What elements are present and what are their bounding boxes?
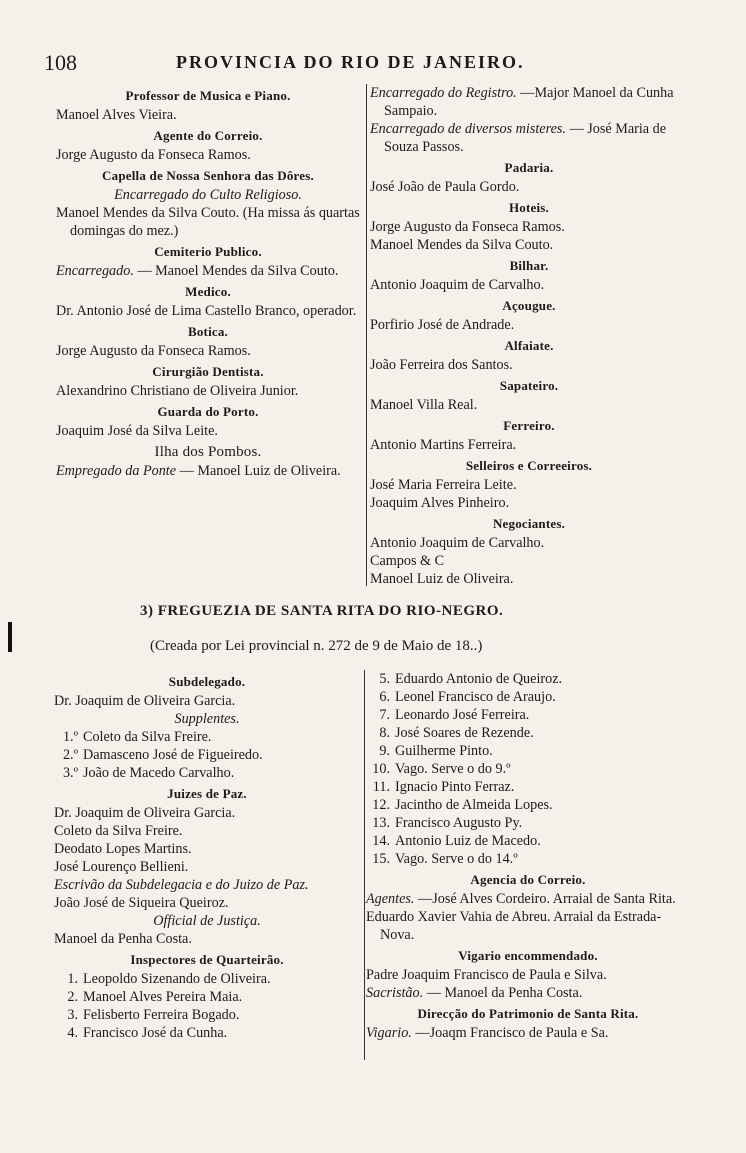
entry-role: Encarregado. — [56, 263, 134, 279]
entry-heading: Sapateiro. — [499, 378, 559, 393]
entry-heading: Açougue. — [502, 298, 556, 313]
numbered-entry — [366, 832, 690, 850]
entry-line: Manoel da Penha Costa. — [54, 931, 192, 947]
entry-heading: Botica. — [187, 324, 229, 339]
entry-heading: Professor de Musica e Piano. — [125, 88, 291, 103]
entry-text: Leopoldo Sizenando de Oliveira. — [83, 971, 271, 987]
entry-text: Eduardo Antonio de Queiroz. — [395, 671, 563, 687]
numbered-entry — [54, 988, 360, 1006]
numbered-entry — [366, 742, 690, 760]
entry-number: 15. — [372, 851, 390, 867]
numbered-entry — [366, 814, 690, 832]
entry-line — [366, 984, 690, 1002]
entry-line: Antonio Martins Ferreira. — [370, 437, 517, 453]
entry-heading: Cemiterio Publico. — [154, 244, 262, 259]
entry-number: 11. — [372, 779, 390, 795]
entry-line: Joaquim José da Silva Leite. — [56, 423, 218, 439]
entry-text: Leonardo José Ferreira. — [395, 707, 530, 723]
entry-heading: Medico. — [185, 284, 231, 299]
entry-number: 4. — [67, 1025, 78, 1041]
entry-heading: Vigario encommendado. — [458, 948, 598, 963]
entry-number: 3. — [67, 1007, 78, 1023]
numbered-entry — [54, 764, 360, 782]
column-left-top — [56, 84, 360, 480]
entry-line: Manoel Alves Vieira. — [56, 107, 177, 123]
entry-line: Porfirio José de Andrade. — [370, 317, 515, 333]
entry-line: Eduardo Xavier Vahia de Abreu. Arraial da Estrada-Nova. — [366, 909, 662, 943]
entry-text: Damasceno José de Figueiredo. — [83, 747, 263, 763]
column-divider-bottom — [364, 670, 365, 1060]
entry-heading: Ferreiro. — [503, 418, 555, 433]
entry-number: 14. — [372, 833, 390, 849]
entry-heading: Ilha dos Pombos. — [154, 444, 262, 460]
entry-heading: Negociantes. — [492, 516, 566, 531]
entry-line — [370, 84, 688, 120]
entry-text: —Major Manoel da Cunha Sampaio. — [384, 85, 674, 119]
entry-line: Joaquim Alves Pinheiro. — [370, 495, 510, 511]
entry-heading: Agencia do Correio. — [470, 872, 586, 887]
entry-line: Manoel Mendes da Silva Couto. — [370, 237, 554, 253]
entry-heading: Subdelegado. — [168, 674, 246, 689]
column-right-bottom — [366, 670, 690, 1042]
entry-line: Coleto da Silva Freire. — [54, 823, 183, 839]
entry-heading: Guarda do Porto. — [157, 404, 259, 419]
numbered-entry — [366, 706, 690, 724]
entry-line: Jorge Augusto da Fonseca Ramos. — [56, 343, 251, 359]
entry-text: —José Alves Cordeiro. Arraial de Santa Rita. — [418, 891, 676, 907]
entry-line: Alexandrino Christiano de Oliveira Junior. — [56, 383, 299, 399]
entry-heading: Direcção do Patrimonio de Santa Rita. — [417, 1006, 639, 1021]
entry-number: 8. — [379, 725, 390, 741]
entry-text: — Manoel da Penha Costa. — [426, 985, 583, 1001]
entry-text: Ignacio Pinto Ferraz. — [395, 779, 515, 795]
entry-heading: Selleiros e Correeiros. — [465, 458, 593, 473]
entry-text: Leonel Francisco de Araujo. — [395, 689, 556, 705]
numbered-entry — [54, 970, 360, 988]
entry-line: Dr. Joaquim de Oliveira Garcia. — [54, 693, 236, 709]
entry-line — [366, 1024, 690, 1042]
entry-line — [56, 262, 360, 280]
entry-text: Jacintho de Almeida Lopes. — [395, 797, 553, 813]
entry-text: — Manoel Mendes da Silva Couto. — [137, 263, 339, 279]
entry-text: — Manoel Luiz de Oliveira. — [179, 463, 341, 479]
entry-text: Manoel Alves Pereira Maia. — [83, 989, 243, 1005]
entry-heading: Capella de Nossa Senhora das Dôres. — [102, 168, 314, 183]
entry-line: Jorge Augusto da Fonseca Ramos. — [56, 147, 251, 163]
page-number: 108 — [44, 50, 77, 75]
entry-role: Encarregado do Registro. — [370, 85, 517, 101]
section-title: 3) FREGUEZIA DE SANTA RITA DO RIO-NEGRO. — [140, 603, 504, 619]
entry-text: Coleto da Silva Freire. — [83, 729, 212, 745]
entry-number: 10. — [372, 761, 390, 777]
entry-line: Manoel Mendes da Silva Couto. (Ha missa ás quartas domingas do mez.) — [56, 205, 360, 239]
entry-number: 6. — [379, 689, 390, 705]
entry-line: José Lourenço Bellieni. — [54, 859, 189, 875]
numbered-entry — [54, 1006, 360, 1024]
entry-role: Empregado da Ponte — [56, 463, 177, 479]
entry-line: José Maria Ferreira Leite. — [370, 477, 517, 493]
entry-number: 7. — [379, 707, 390, 723]
numbered-entry — [366, 670, 690, 688]
numbered-entry — [366, 688, 690, 706]
entry-role: Sacristão. — [366, 985, 424, 1001]
entry-line: Manoel Villa Real. — [370, 397, 478, 413]
entry-heading: Bilhar. — [509, 258, 549, 273]
entry-number: 1.º — [62, 729, 78, 745]
entry-text: Vago. Serve o do 14.º — [395, 851, 518, 867]
entry-number: 1. — [67, 971, 78, 987]
entry-line: Manoel Luiz de Oliveira. — [370, 571, 514, 587]
entry-subheading: Encarregado do Culto Religioso. — [114, 187, 302, 203]
numbered-entry — [366, 724, 690, 742]
entry-line — [56, 462, 360, 480]
entry-line: Dr. Antonio José de Lima Castello Branco, operador. — [56, 303, 357, 319]
section-subtitle: (Creada por Lei provincial n. 272 de 9 de Maio de 18..) — [150, 638, 483, 654]
numbered-entry — [366, 760, 690, 778]
entry-text: Francisco Augusto Py. — [395, 815, 523, 831]
numbered-entry — [54, 746, 360, 764]
entry-line: Padre Joaquim Francisco de Paula e Silva. — [366, 967, 607, 983]
entry-text: Francisco José da Cunha. — [83, 1025, 228, 1041]
entry-heading: Inspectores de Quarteirão. — [130, 952, 284, 967]
numbered-entry — [54, 1024, 360, 1042]
entry-line — [370, 120, 688, 156]
numbered-entry — [366, 850, 690, 868]
entry-text: Antonio Luiz de Macedo. — [395, 833, 541, 849]
entry-number: 13. — [372, 815, 390, 831]
entry-line: Campos & C — [370, 553, 445, 569]
entry-role: Encarregado de diversos misteres. — [370, 121, 566, 137]
entry-text: —Joaqm Francisco de Paula e Sa. — [415, 1025, 609, 1041]
numbered-entry — [366, 778, 690, 796]
entry-number: 5. — [379, 671, 390, 687]
entry-line — [366, 890, 690, 908]
entry-number: 2. — [67, 989, 78, 1005]
entry-number: 9. — [379, 743, 390, 759]
entry-line: Antonio Joaquim de Carvalho. — [370, 277, 545, 293]
entry-subheading: Official de Justiça. — [153, 913, 261, 929]
column-divider-top — [366, 84, 367, 586]
entry-number: 3.º — [62, 765, 78, 781]
entry-line: Jorge Augusto da Fonseca Ramos. — [370, 219, 565, 235]
running-title: PROVINCIA DO RIO DE JANEIRO. — [176, 52, 525, 72]
entry-role: Agentes. — [366, 891, 415, 907]
entry-line: Antonio Joaquim de Carvalho. — [370, 535, 545, 551]
entry-line: Dr. Joaquim de Oliveira Garcia. — [54, 805, 236, 821]
entry-text: José Soares de Rezende. — [395, 725, 534, 741]
entry-heading: Alfaiate. — [504, 338, 554, 353]
entry-subheading: Escrivão da Subdelegacia e do Juizo de Paz. — [54, 877, 309, 893]
page-header — [44, 50, 704, 74]
entry-number: 2.º — [62, 747, 78, 763]
entry-text: Felisberto Ferreira Bogado. — [83, 1007, 240, 1023]
entry-text: Vago. Serve o do 9.º — [395, 761, 511, 777]
entry-subheading: Supplentes. — [174, 711, 240, 727]
entry-text: — José Maria de Souza Passos. — [384, 121, 667, 155]
entry-heading: Agente do Correio. — [153, 128, 263, 143]
entry-line: José João de Paula Gordo. — [370, 179, 520, 195]
margin-mark — [8, 622, 12, 652]
entry-heading: Padaria. — [504, 160, 554, 175]
entry-heading: Hoteis. — [508, 200, 550, 215]
entry-heading: Cirurgião Dentista. — [152, 364, 264, 379]
column-right-top — [370, 84, 688, 588]
entry-line: Deodato Lopes Martins. — [54, 841, 192, 857]
entry-number: 12. — [372, 797, 390, 813]
column-left-bottom — [54, 670, 360, 1042]
entry-heading: Juizes de Paz. — [167, 786, 247, 801]
entry-role: Vigario. — [366, 1025, 412, 1041]
entry-line: João José de Siqueira Queiroz. — [54, 895, 229, 911]
numbered-entry — [54, 728, 360, 746]
entry-text: Guilherme Pinto. — [395, 743, 493, 759]
entry-line: João Ferreira dos Santos. — [370, 357, 513, 373]
entry-text: João de Macedo Carvalho. — [83, 765, 235, 781]
numbered-entry — [366, 796, 690, 814]
